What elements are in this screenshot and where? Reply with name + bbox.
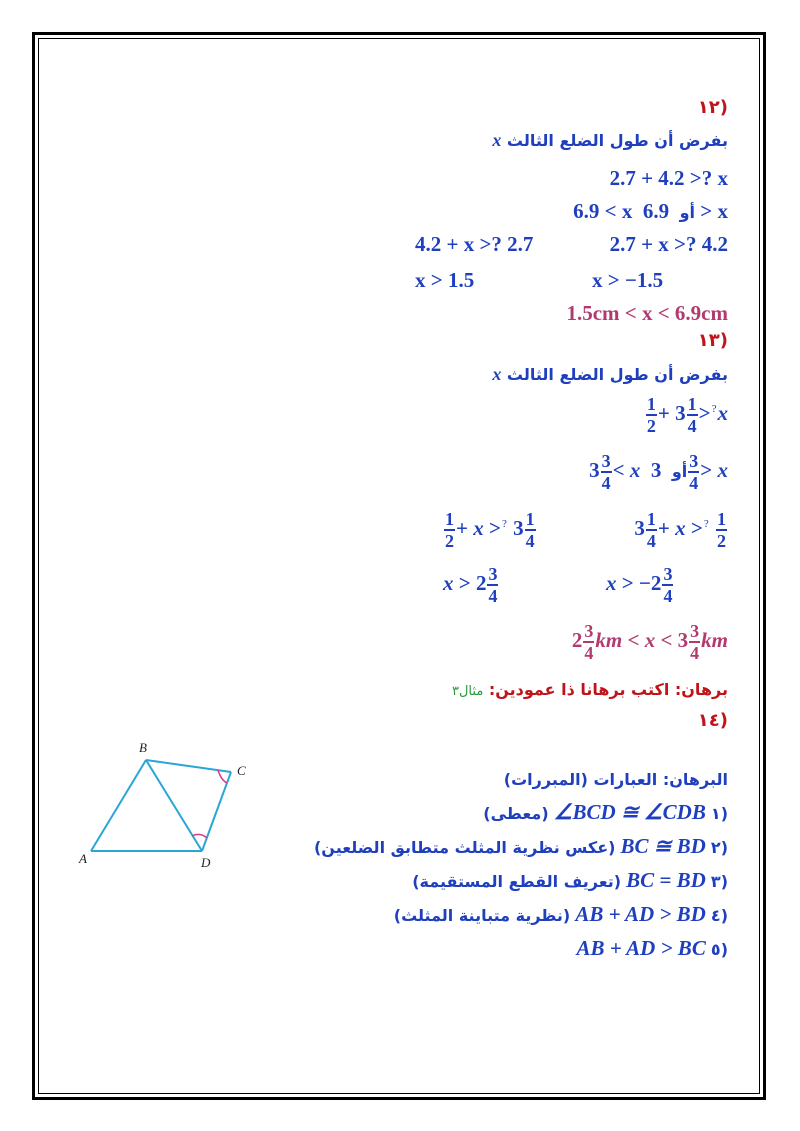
vertex-label-d: D — [201, 855, 211, 870]
proof-step-3: (تعريف القطع المستقيمة) BC = BD ٣) — [412, 868, 728, 892]
vertex-label-c: C — [237, 763, 246, 778]
problem-12-line-4b: x > −1.5 — [592, 268, 664, 292]
proof-step-5: AB + AD > BC ٥) — [576, 936, 728, 960]
problem-12-line-1: 2.7 + 4.2 >? x — [609, 166, 728, 190]
problem-13-line-3a: $\frac{1}{2}$ + x >? 3 $\frac{1}{4}$ — [445, 509, 535, 551]
proof-step-2: (عكس نظرية المثلث متطابق الضلعين) BC ≅ BD ٢) — [313, 834, 728, 858]
proof-step-4: (نظرية متباينة المثلث) AB + AD > BD ٤) — [393, 902, 728, 926]
problem-12-line-4a: x > 1.5 — [415, 268, 475, 292]
problem-13-line-4a: x > 2 $\frac{3}{4}$ — [443, 564, 498, 606]
problem-12-line-2: 6.9 < x أو 6.9 > x — [573, 199, 728, 223]
example-reference: مثال٣ — [452, 684, 484, 699]
segment-cd — [202, 772, 231, 851]
segment-ab — [91, 760, 146, 851]
problem-12-number: (١٢ — [697, 97, 728, 118]
quadrilateral-diagram — [75, 735, 265, 875]
problem-13-line-2: 3 $\frac{3}{4}$ < x أو 3 $\frac{3}{4}$ > x — [589, 451, 728, 493]
problem-13-number: (١٣ — [697, 330, 728, 351]
vertex-label-a: A — [79, 851, 87, 866]
problem-13-line-1: $\frac{1}{2}$ + 3 $\frac{1}{4}$ >?x — [646, 394, 728, 436]
segment-bd — [146, 760, 202, 851]
vertex-label-b: B — [139, 740, 147, 755]
problem-12-line-3a: 4.2 + x >? 2.7 — [415, 232, 534, 256]
problem-12-assumption: بفرض أن طول الضلع الثالث x — [492, 130, 728, 150]
problem-13-answer: 2 $\frac{3}{4}$ km < x < 3 $\frac{3}{4}$ km — [571, 621, 728, 663]
problem-13-assumption: بفرض أن طول الضلع الثالث x — [492, 364, 728, 384]
problem-14-number: (١٤ — [697, 710, 728, 731]
problem-13-line-3b: 3 $\frac{1}{4}$ + x >? $\frac{1}{2}$ — [634, 509, 726, 551]
proof-title: برهان: اكتب برهانا ذا عمودين: مثال٣ — [452, 680, 728, 699]
proof-step-1: (معطى) ∠BCD ≅ ∠CDB ١) — [483, 800, 728, 824]
problem-12-line-3b: 2.7 + x >? 4.2 — [609, 232, 728, 256]
problem-13-line-4b: x > −2 $\frac{3}{4}$ — [606, 564, 673, 606]
proof-header: البرهان: العبارات (المبررات) — [503, 770, 728, 789]
problem-12-answer: 1.5cm < x < 6.9cm — [566, 301, 728, 325]
